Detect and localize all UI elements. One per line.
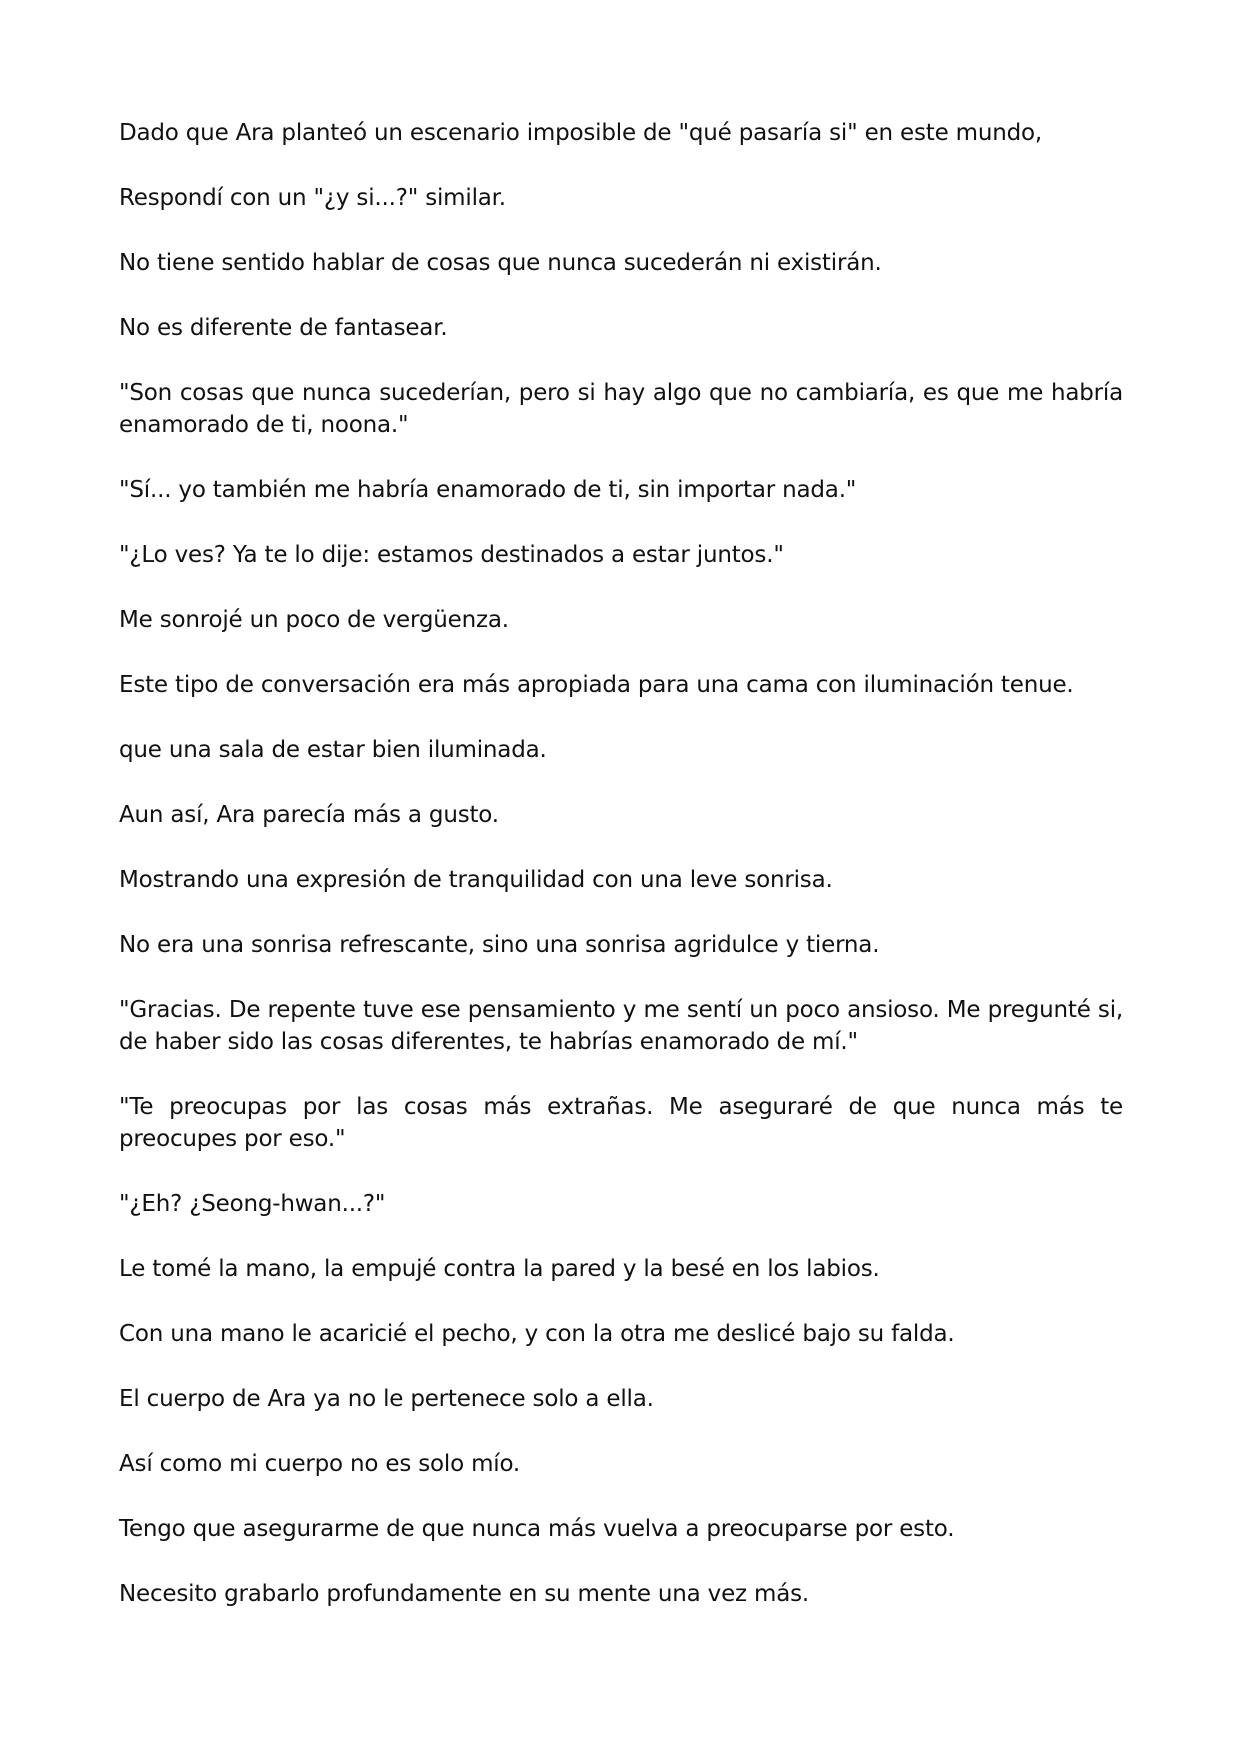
paragraph-11: Aun así, Ara parecía más a gusto.: [119, 802, 499, 828]
paragraph-18: Con una mano le acaricié el pecho, y con la otra me deslicé bajo su falda.: [119, 1321, 955, 1347]
paragraph-20: Así como mi cuerpo no es solo mío.: [119, 1451, 521, 1477]
paragraph-19: El cuerpo de Ara ya no le pertenece solo a ella.: [119, 1386, 654, 1412]
paragraph-13: No era una sonrisa refrescante, sino una sonrisa agridulce y tierna.: [119, 932, 880, 958]
paragraph-4: No es diferente de fantasear.: [119, 315, 448, 341]
paragraph-7: "¿Lo ves? Ya te lo dije: estamos destinados a estar juntos.": [119, 542, 784, 568]
paragraph-21: Tengo que asegurarme de que nunca más vuelva a preocuparse por esto.: [119, 1516, 955, 1542]
paragraph-6: "Sí... yo también me habría enamorado de ti, sin importar nada.": [119, 477, 857, 503]
paragraph-1: Dado que Ara planteó un escenario imposible de "qué pasaría si" en este mundo,: [119, 120, 1042, 146]
paragraph-5: "Son cosas que nunca sucederían, pero si hay algo que no cambiaría, es que me habría enamorado de ti, noona.": [119, 380, 1123, 438]
paragraph-15: "Te preocupas por las cosas más extrañas. Me aseguraré de que nunca más te preocupes por eso.": [119, 1094, 1123, 1152]
document-body: [119, 117, 1123, 1643]
paragraph-3: No tiene sentido hablar de cosas que nunca sucederán ni existirán.: [119, 250, 882, 276]
paragraph-14: "Gracias. De repente tuve ese pensamiento y me sentí un poco ansioso. Me pregunté si, de haber sido las cosas diferentes, te habrías enamorado de mí.": [119, 997, 1123, 1055]
paragraph-17: Le tomé la mano, la empujé contra la pared y la besé en los labios.: [119, 1256, 880, 1282]
paragraph-8: Me sonrojé un poco de vergüenza.: [119, 607, 509, 633]
paragraph-10: que una sala de estar bien iluminada.: [119, 737, 547, 763]
paragraph-16: "¿Eh? ¿Seong-hwan...?": [119, 1191, 386, 1217]
paragraph-9: Este tipo de conversación era más apropiada para una cama con iluminación tenue.: [119, 672, 1074, 698]
paragraph-2: Respondí con un "¿y si...?" similar.: [119, 185, 506, 211]
paragraph-22: Necesito grabarlo profundamente en su mente una vez más.: [119, 1581, 809, 1607]
paragraph-12: Mostrando una expresión de tranquilidad con una leve sonrisa.: [119, 867, 833, 893]
